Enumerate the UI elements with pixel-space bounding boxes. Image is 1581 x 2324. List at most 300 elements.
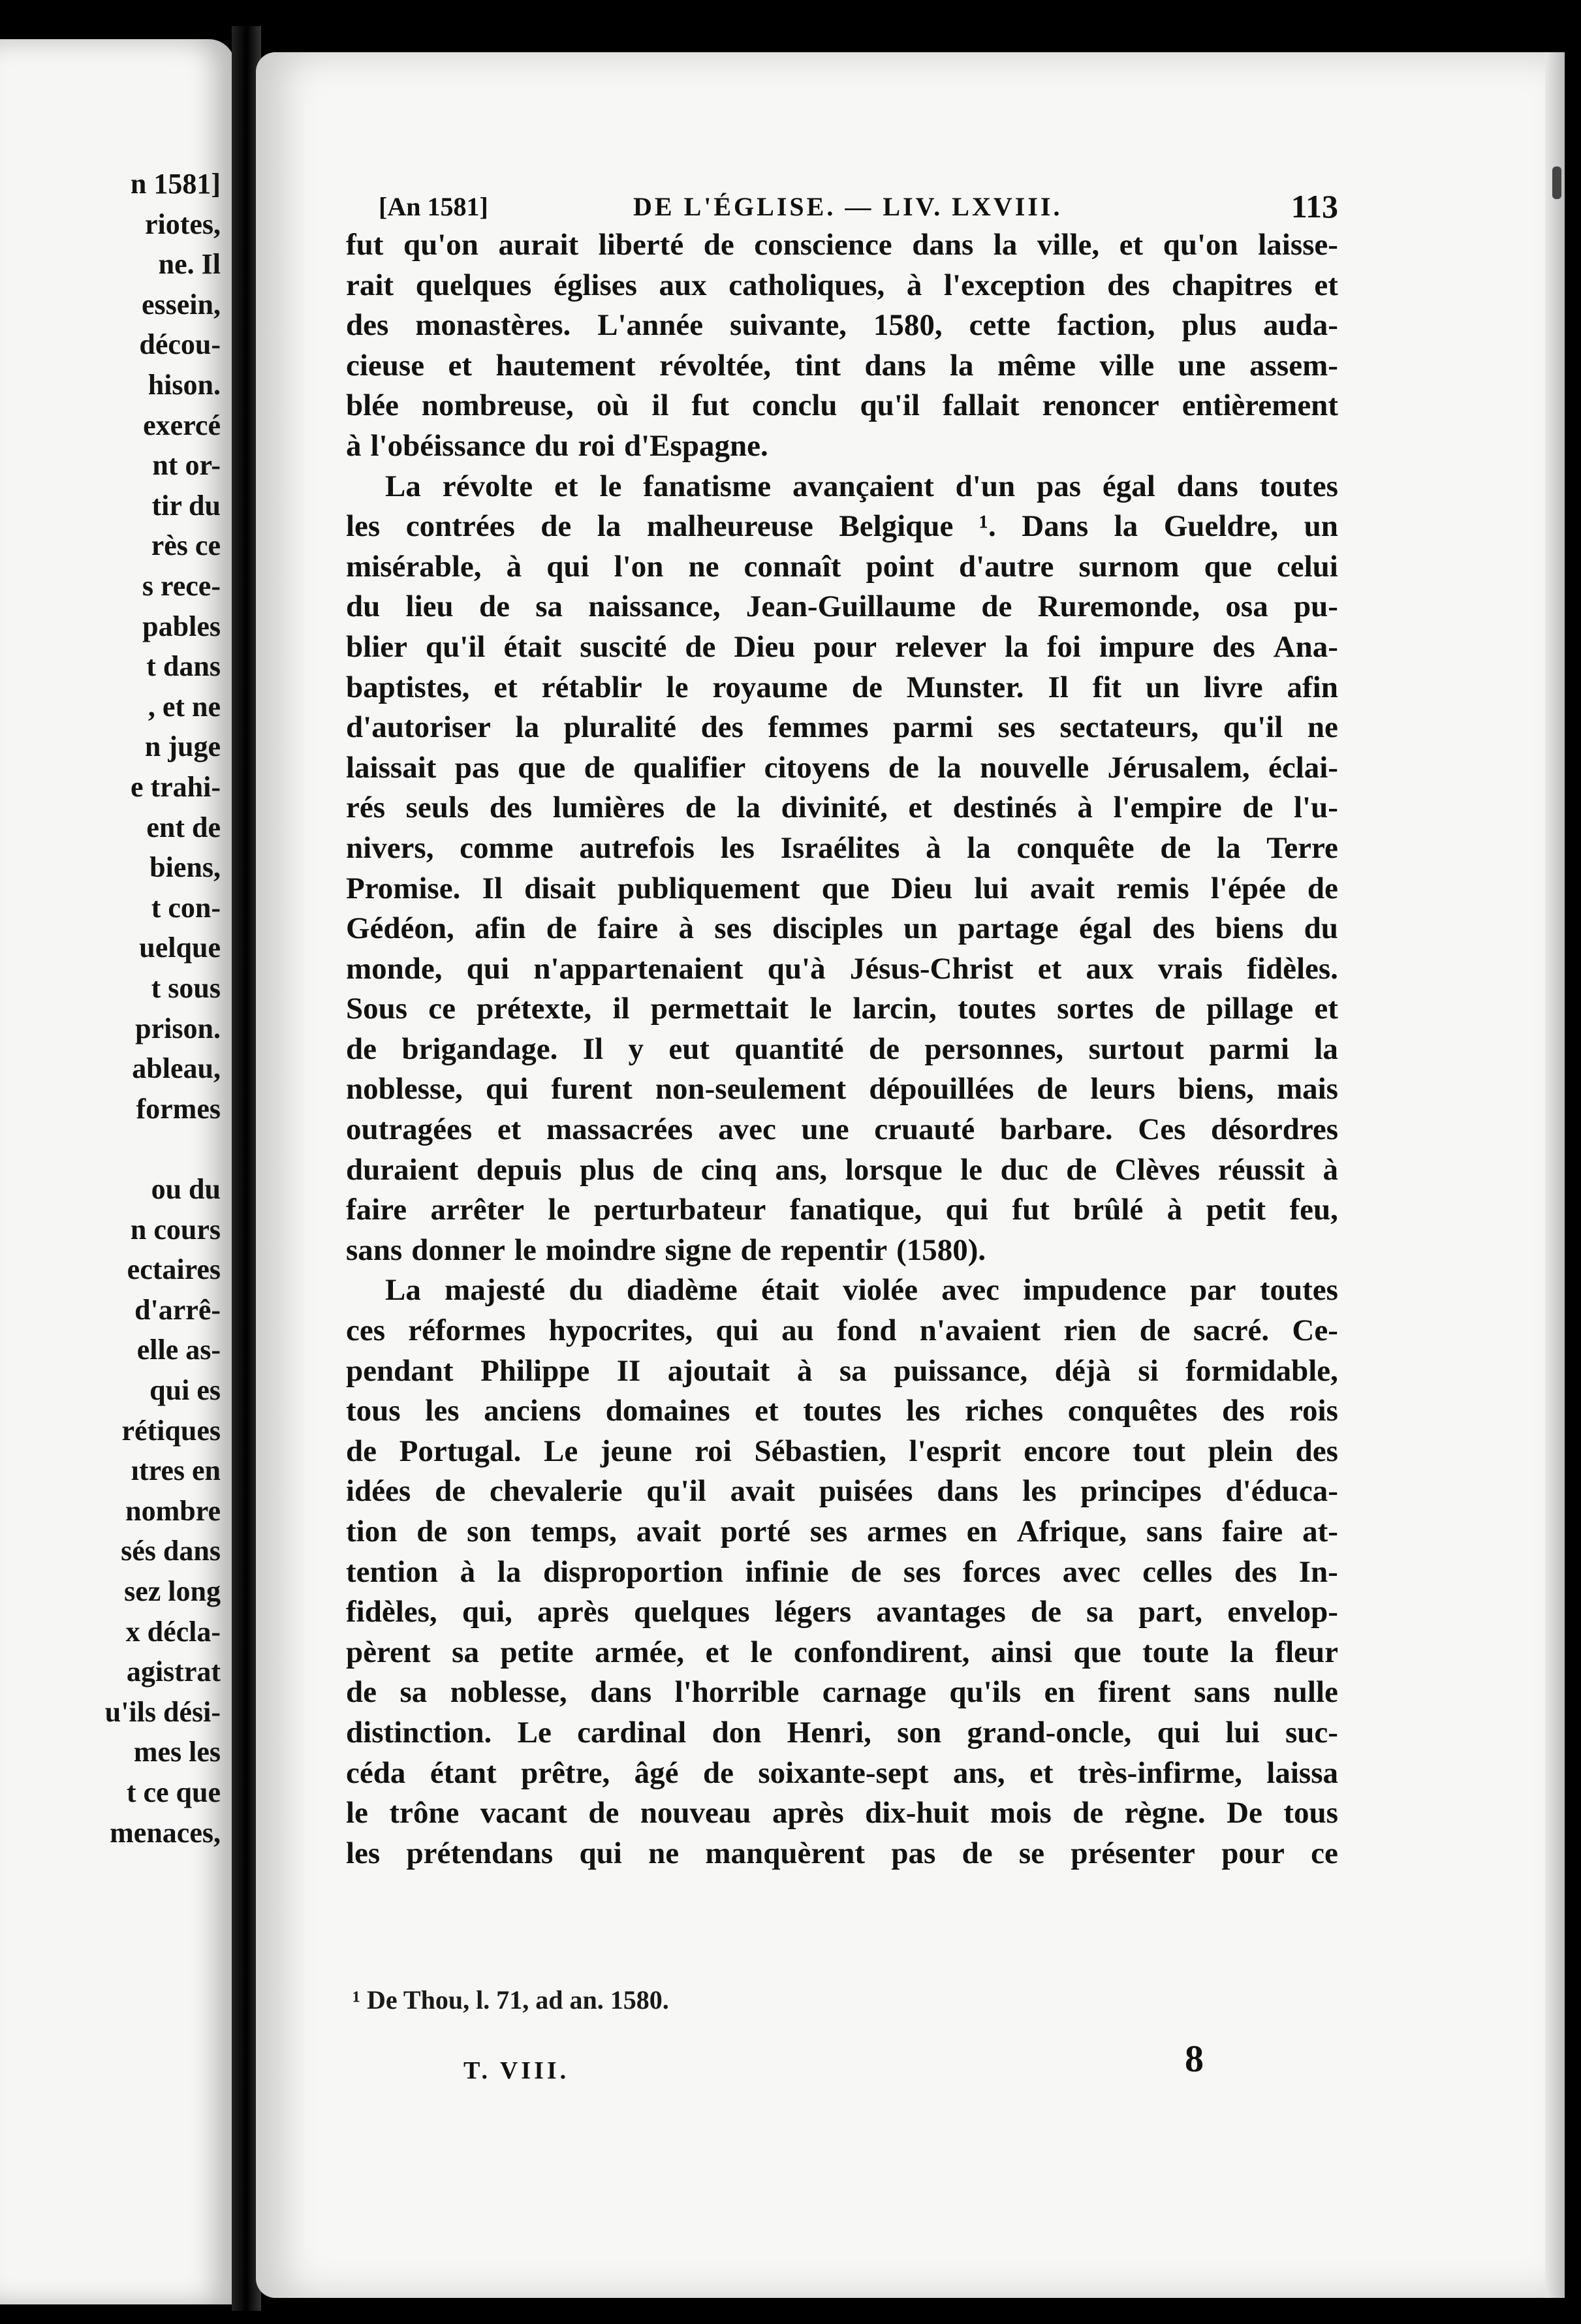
word: révolte [442,469,533,503]
word: don [712,1715,762,1750]
text-line [346,1713,1338,1753]
word: quelques [415,268,532,302]
left-page-line: riotes, [144,208,221,240]
word: misérable, [346,549,482,584]
word: lumières [552,791,665,825]
text-line [346,1432,1338,1472]
word: ajoutait [667,1353,770,1388]
word: des [1107,268,1150,302]
word: jeune [600,1434,672,1468]
word: tous [346,1394,401,1428]
word: osa [1225,589,1268,624]
word: Jérusalem, [1107,750,1250,785]
word: qu'à [767,951,826,986]
word: des [1152,911,1195,946]
word: n'avaient [919,1313,1041,1348]
word: le [599,469,622,503]
word: l'horrible [674,1675,800,1710]
word: fleur [1275,1635,1338,1669]
word: qui [579,1836,622,1870]
word: dans [590,1675,652,1710]
word: blée [346,388,399,423]
word: désordres [1211,1112,1338,1147]
word: qui [715,1313,759,1348]
left-page-line: n cours [130,1213,221,1246]
word: formidable, [1185,1353,1338,1388]
word: ce [1311,1836,1338,1870]
text-line [346,467,1338,507]
text-line [346,1512,1338,1552]
text-line [346,1231,1338,1271]
word: forces [962,1554,1041,1589]
word: cette [969,308,1031,343]
word: qu'ils [949,1675,1022,1710]
word: connaît [744,549,841,584]
word: la [967,830,991,865]
word: Jésus-Christ [849,951,1014,986]
word: faire [597,911,659,946]
word: tention [346,1554,438,1589]
word: et [908,791,932,825]
word: brûlé [1073,1193,1144,1227]
text-line [346,1311,1338,1351]
word: et [705,1635,730,1669]
text-line [346,627,1338,668]
word: prétexte, [477,992,592,1026]
word: avait [636,1515,701,1548]
word: petit [1206,1193,1266,1227]
left-page-line: décou- [139,328,221,361]
word: étant [430,1755,497,1790]
word: de [851,670,883,704]
word: faire [346,1193,407,1227]
word: Le [544,1434,578,1468]
text-line [346,1753,1338,1794]
word: la [993,228,1018,262]
word: La [385,469,421,503]
word: petite [500,1635,574,1669]
word: qu'on [403,228,478,262]
word: ces [346,1313,386,1348]
left-page-line: pables [142,610,221,642]
word: dans [1176,469,1238,503]
word: la [1114,509,1138,544]
word: noblesse, [346,1072,463,1107]
word: la [497,1554,522,1589]
word: du [346,589,381,624]
word: avait [730,1474,795,1509]
word: tous [1283,1796,1338,1830]
word: et [1029,1755,1054,1790]
word: d'éduca- [1225,1474,1338,1509]
word: les [1022,1474,1057,1509]
word: cieuse [346,348,425,383]
left-page-line: , et ne [148,690,221,723]
word: violée [843,1273,918,1308]
word: tout [1133,1434,1186,1468]
word: brigandage. [401,1031,558,1066]
word: contrées [405,509,515,544]
word: réussit [1217,1152,1305,1187]
left-page-line: qui es [149,1374,221,1406]
word: Le [517,1715,552,1750]
word: le [346,1796,368,1830]
left-page-line: prison. [135,1012,221,1044]
word: partage [958,911,1059,946]
word: parmi [1209,1031,1289,1066]
word: le [666,670,689,704]
word: et [554,469,578,503]
word: roi [578,428,615,463]
word: II [616,1353,641,1388]
word: sa [535,589,563,624]
word: ville [1099,348,1155,383]
word: que [1073,1635,1121,1669]
word: ne [688,549,719,584]
text-line [346,869,1338,909]
word: disproportion [542,1554,723,1589]
word: ses [809,1515,848,1548]
word: renoncer [1042,388,1159,423]
word: la [1314,1031,1338,1066]
word: disait [524,871,596,905]
word: laissa [1266,1755,1338,1790]
text-line [346,547,1338,588]
word: où [596,388,629,423]
text-line [346,1471,1338,1512]
word: du [535,428,569,463]
word: depuis [476,1152,562,1187]
word: lieu [405,589,454,624]
word: vrais [1157,951,1223,986]
word: autrefois [579,830,695,865]
word: des [700,710,744,745]
text-line [346,346,1338,386]
word: à [460,1554,476,1589]
word: les [346,1836,381,1870]
word: furent [551,1072,633,1107]
text-line [346,949,1338,990]
left-page-line: t ce que [126,1776,221,1808]
word: la [597,509,621,544]
word: biens [1215,911,1284,946]
word: La [385,1273,421,1308]
left-page-line: s rece- [142,570,221,602]
text-line [346,1834,1338,1874]
word: l'exception [943,268,1086,302]
left-page-line: agistrat [126,1656,221,1688]
word: de [546,911,577,946]
word: de [962,1836,993,1870]
word: domaines [605,1394,730,1428]
text-line [346,708,1338,748]
left-page-line: ectaires [127,1253,221,1286]
word: avec [718,1112,776,1147]
word: prêtre, [521,1755,610,1790]
text-line [346,266,1338,306]
word: tint [794,348,841,383]
sheet-number: 8 [1185,2037,1204,2080]
word: révoltée, [659,348,771,383]
word: idées [346,1474,411,1509]
word: carnage [822,1675,926,1710]
word: rés [346,791,386,825]
word: feu, [1289,1193,1338,1227]
word: disciples [772,911,883,946]
word: qui [485,1072,529,1107]
word: vacant [480,1796,567,1830]
word: porté [720,1515,790,1548]
word: Ce- [1292,1313,1338,1348]
word: envelop- [1227,1595,1338,1629]
word: suc- [1285,1715,1338,1750]
left-page [0,39,235,2304]
word: at- [1302,1515,1338,1548]
word: l'on [614,549,664,584]
word: de [346,1031,377,1066]
word: De [1227,1796,1262,1830]
word: d'autre [959,549,1054,584]
left-page-line: menaces, [110,1816,221,1849]
word: Belgique [839,509,954,544]
word: ans, [775,1152,828,1187]
word: sa [839,1353,867,1388]
word: son [897,1715,942,1750]
left-page-line: ne. Il [158,248,221,281]
word: la [1005,629,1029,664]
word: et [448,348,473,383]
text-line [346,1069,1338,1110]
word: le [548,1193,571,1227]
word: qui [945,1193,988,1227]
word: à [796,1353,813,1388]
word: l'épée [1210,871,1286,905]
word: de [1242,791,1274,825]
text-line [346,1793,1338,1834]
word: un [1145,670,1180,704]
word: celles [1142,1554,1213,1589]
text-line [346,386,1338,426]
word: sans [1146,1515,1203,1548]
word: une [801,1112,849,1147]
word: rétablir [541,670,642,704]
word: dans [864,348,926,383]
word: qui [1157,1715,1200,1750]
left-page-line: exercé [143,409,221,441]
word: outragées [346,1112,473,1147]
word: la [937,750,962,785]
word: citoyens [764,750,870,785]
word: noblesse, [450,1675,567,1710]
word: l'u- [1294,791,1338,825]
word: prétendans [406,1836,554,1870]
word: avec [1062,1554,1121,1589]
word: toutes [1259,469,1338,503]
word: à [1166,1193,1183,1227]
word: nulle [1273,1675,1338,1710]
word: Il [1048,670,1069,704]
word: suivante, [730,308,847,343]
word: Clèves [1114,1152,1200,1187]
word: ce [428,992,456,1026]
word: distinction. [346,1715,492,1750]
word: se [1018,1836,1045,1870]
word: de [435,1474,466,1509]
word: signe [665,1233,732,1267]
page-mark [1552,166,1561,199]
word: fidèles, [346,1595,437,1629]
word: à [678,911,694,946]
word: grand-oncle, [967,1715,1132,1750]
word: de [584,750,615,785]
word: Gueldre, [1163,509,1279,544]
word: toutes [957,992,1037,1026]
word: lorsque [845,1152,943,1187]
word: toutes [1259,1273,1338,1308]
word: de [1037,1072,1068,1107]
word: leurs [1090,1072,1155,1107]
left-page-line: ent de [146,811,221,843]
word: duc [1000,1152,1048,1187]
word: de [981,589,1012,624]
left-page-line: formes [136,1092,221,1125]
word: infinie [745,1554,829,1589]
word: hypocrites, [548,1313,693,1348]
word: laisse- [1258,228,1338,262]
text-line [346,1633,1338,1673]
text-line [346,1110,1338,1150]
word: éclai- [1268,750,1338,785]
word: point [866,549,934,584]
left-page-line: sez long [124,1575,221,1607]
word: rois [1289,1394,1338,1428]
word: la [949,348,974,383]
word: de [685,791,716,825]
word: au [781,1313,814,1348]
word: du [569,1273,603,1308]
word: relever [895,629,987,664]
word: aux [1086,951,1134,986]
word: sacré. [1193,1313,1270,1348]
word: aux [659,268,707,302]
left-page-line: uelque [139,932,221,964]
word: pour [1221,1836,1285,1870]
word: temps, [531,1515,617,1548]
word: repentir [780,1233,888,1267]
word: de [888,750,919,785]
word: avantages [876,1595,1006,1629]
word: duraient [346,1152,459,1187]
text-line [346,989,1338,1029]
word: de [703,228,734,262]
left-page-line: n juge [144,730,221,763]
text-line [346,788,1338,828]
left-page-line: x décla- [125,1615,221,1648]
word: il [612,992,630,1026]
body-text [346,225,1338,1874]
left-page-line: rétiques [121,1414,221,1447]
word: fut [346,228,384,262]
word: plus [1182,308,1237,343]
word: du [1304,911,1338,946]
word: Portugal. [399,1434,522,1468]
word: riches [965,1394,1044,1428]
word: livre [1204,670,1263,704]
word: Munster. [906,670,1024,704]
word: toute [1142,1635,1209,1669]
page-edge [1545,52,1565,2298]
word: pèrent [346,1635,431,1669]
word: aurait [498,228,579,262]
word: laissait [346,750,437,785]
text-line [346,587,1338,627]
word: dans [937,1474,999,1509]
word: Dieu [891,871,953,905]
word: principes [1080,1474,1202,1509]
word: afin [475,911,526,946]
word: Sébastien, [754,1434,886,1468]
word: malheureuse [646,509,813,544]
word: et [493,670,518,704]
word: de [1072,1796,1104,1830]
word: il [651,388,669,423]
left-page-line: t con- [151,891,221,924]
left-page-line: e trahi- [130,771,221,803]
text-line [346,748,1338,789]
word: mais [1276,1072,1338,1107]
word: de [652,1152,683,1187]
word: et [1037,951,1062,986]
word: Philippe [480,1353,590,1388]
word: fut [1012,1193,1050,1227]
word: d'Espagne. [623,428,768,463]
left-page-line: rès ce [151,529,221,562]
word: eut [668,1031,710,1066]
word: publiquement [618,871,800,905]
word: afin [1287,670,1338,704]
text-line [346,306,1338,346]
running-head-title: DE L'ÉGLISE. — LIV. LXVIII. [633,192,1063,221]
word: massacrées [546,1112,693,1147]
word: ans, [952,1755,1005,1790]
text-line [346,828,1338,869]
word: catholiques, [728,268,885,302]
word: part, [1138,1595,1203,1629]
word: à [1077,791,1093,825]
word: qu'il [426,629,486,664]
word: Sous [346,992,408,1026]
word: entièrement [1182,388,1338,423]
word: un [903,911,938,946]
left-page-line: mes les [133,1736,221,1768]
word: parmi [893,710,973,745]
word: assem- [1249,348,1338,383]
word: avec [941,1273,1000,1308]
left-page-line: nt or- [152,449,221,482]
word: Ruremonde, [1037,589,1200,624]
word: armée, [595,1635,685,1669]
word: soixante-sept [758,1755,929,1790]
left-page-line: u'ils dési- [104,1695,221,1728]
word: Dans [1022,509,1089,544]
word: des [1212,629,1255,664]
word: baptistes, [346,670,470,704]
word: destinés [952,791,1057,825]
word: tion [346,1515,398,1548]
word: de [685,629,716,664]
word: de [868,1031,900,1066]
word: quelques [633,1595,750,1629]
